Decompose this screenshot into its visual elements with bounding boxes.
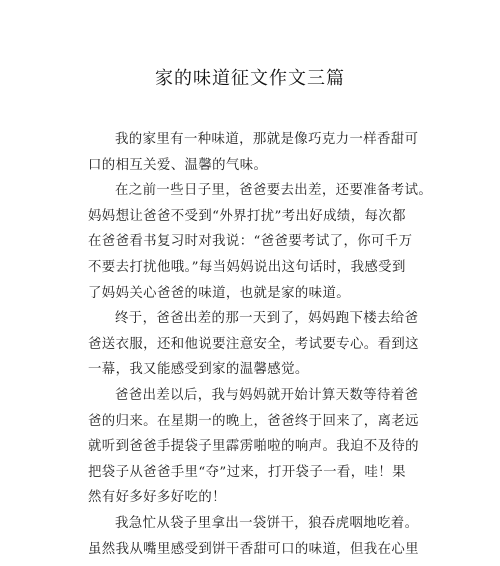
paragraph-3 (88, 306, 428, 383)
text-line: 了妈妈关心爸爸的味道，也就是家的味道。 (88, 285, 351, 301)
text-line: 口的相互关爱、温馨的气味。 (88, 157, 268, 173)
document-title: 家的味道征文作文三篇 (155, 68, 345, 89)
paragraph-1 (88, 127, 428, 178)
text-line: 虽然我从嘴里感受到饼干香甜可口的味道，但我在心里 (88, 541, 419, 557)
text-line: 我的家里有一种味道，那就是像巧克力一样香甜可 (115, 132, 419, 147)
text-line: 我急忙从袋子里拿出一袋饼干，狼吞虎咽地吃着。 (115, 515, 419, 531)
text-line: 把袋子从爸爸手里“夺”过来，打开袋子一看，哇！果 (88, 464, 406, 480)
text-line: 终于，爸爸出差的那一天到了，妈妈跑下楼去给爸 (115, 311, 419, 327)
paragraph-4 (88, 383, 428, 511)
text-line: 不要去打扰他哦。”每当妈妈说出这句话时，我感受到 (88, 259, 406, 275)
text-line: 然有好多好多好吃的！ (88, 490, 226, 506)
document-body (88, 127, 433, 562)
text-line: 一幕，我又能感受到家的温馨感觉。 (88, 362, 309, 378)
text-line: 爸送衣服，还和他说要注意安全，考试要专心。看到这 (88, 336, 419, 352)
text-line: 在之前一些日子里，爸爸要去出差，还要准备考试。 (115, 183, 433, 199)
text-line: 爸的归来。在星期一的晚上，爸爸终于回来了，离老远 (88, 413, 419, 429)
text-line: 妈妈想让爸爸不受到“外界打扰”考出好成绩，每次都 (88, 208, 406, 224)
text-line: 就听到爸爸手提袋子里霹雳啪啦的响声。我迫不及待的 (88, 439, 419, 455)
paragraph-5 (88, 511, 428, 562)
text-line: 爸爸出差以后，我与妈妈就开始计算天数等待着爸 (115, 387, 419, 403)
text-line: 在爸爸看书复习时对我说：“爸爸要考试了，你可千万 (88, 234, 413, 250)
paragraph-2 (88, 178, 433, 306)
